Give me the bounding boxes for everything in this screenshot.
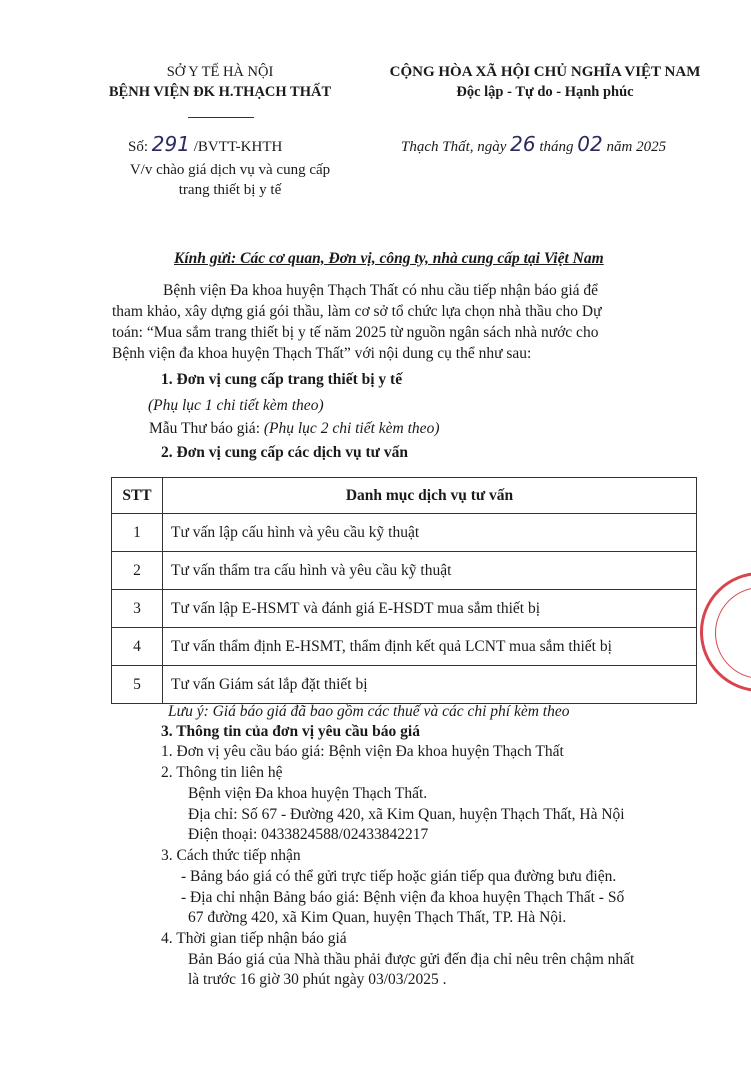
country-name: CỘNG HÒA XÃ HỘI CHỦ NGHĨA VIỆT NAM	[389, 64, 701, 80]
receipt-method-3: 67 đường 420, xã Kim Quan, huyện Thạch Thất, TP. Hà Nội.	[188, 909, 567, 926]
handwritten-number: 291	[151, 132, 190, 156]
table-header-row	[112, 478, 697, 514]
greeting: Kính gửi: Các cơ quan, Đơn vị, công ty, nhà cung cấp tại Việt Nam	[174, 250, 604, 267]
section-3-item-4: 4. Thời gian tiếp nhận báo giá	[161, 930, 347, 947]
header-service: Danh mục dịch vụ tư vấn	[163, 478, 697, 514]
appendix-1-note: (Phụ lục 1 chi tiết kèm theo)	[148, 397, 324, 414]
section-3-item-1: 1. Đơn vị yêu cầu báo giá: Bệnh viện Đa khoa huyện Thạch Thất	[161, 743, 564, 760]
handwritten-day: 26	[510, 132, 536, 156]
document-subject: V/v chào giá dịch vụ và cung cấp trang thiết bị y tế	[129, 162, 331, 198]
row-service: Tư vấn thẩm định E-HSMT, thẩm định kết quả LCNT mua sắm thiết bị	[163, 628, 697, 666]
row-stt: 4	[112, 628, 163, 666]
table-row	[112, 552, 697, 590]
row-stt: 5	[112, 666, 163, 704]
consulting-services-table	[111, 477, 697, 704]
contact-phone: Điện thoại: 0433824588/02433842217	[188, 826, 429, 843]
ministry-name: SỞ Y TẾ HÀ NỘI	[166, 64, 274, 80]
section-2-title: 2. Đơn vị cung cấp các dịch vụ tư vấn	[161, 444, 408, 461]
row-stt: 2	[112, 552, 163, 590]
quote-form-line: Mẫu Thư báo giá: (Phụ lục 2 chi tiết kèm theo)	[149, 420, 440, 437]
row-stt: 1	[112, 514, 163, 552]
section-3-title: 3. Thông tin của đơn vị yêu cầu báo giá	[161, 723, 420, 740]
contact-address: Địa chỉ: Số 67 - Đường 420, xã Kim Quan, huyện Thạch Thất, Hà Nội	[188, 806, 625, 823]
row-service: Tư vấn Giám sát lắp đặt thiết bị	[163, 666, 697, 704]
national-header	[355, 62, 735, 102]
row-service: Tư vấn thẩm tra cấu hình và yêu cầu kỹ thuật	[163, 552, 697, 590]
table-row	[112, 666, 697, 704]
table-row	[112, 514, 697, 552]
document-date: Thạch Thất, ngày 26 tháng 02 năm 2025	[401, 132, 667, 156]
row-service: Tư vấn lập E-HSMT và đánh giá E-HSDT mua sắm thiết bị	[163, 590, 697, 628]
row-service: Tư vấn lập cấu hình và yêu cầu kỹ thuật	[163, 514, 697, 552]
national-motto: Độc lập - Tự do - Hạnh phúc	[456, 84, 634, 100]
handwritten-month: 02	[577, 132, 603, 156]
hospital-name: BỆNH VIỆN ĐK H.THẠCH THẤT	[108, 84, 332, 100]
agency-header	[70, 62, 370, 102]
intro-line-2: tham khảo, xây dựng giá gói thầu, làm cơ sở tổ chức lựa chọn nhà thầu cho Dự	[112, 303, 602, 320]
row-stt: 3	[112, 590, 163, 628]
receipt-method-1: - Bảng báo giá có thể gửi trực tiếp hoặc gián tiếp qua đường bưu điện.	[181, 868, 617, 885]
deadline-line-2: là trước 16 giờ 30 phút ngày 03/03/2025 .	[188, 971, 447, 988]
section-1-title: 1. Đơn vị cung cấp trang thiết bị y tế	[161, 371, 403, 388]
intro-line-3: toán: “Mua sắm trang thiết bị y tế năm 2025 từ nguồn ngân sách nhà nước cho	[112, 324, 599, 341]
header-stt: STT	[112, 478, 163, 514]
contact-hospital: Bệnh viện Đa khoa huyện Thạch Thất.	[188, 785, 428, 802]
section-3-item-2: 2. Thông tin liên hệ	[161, 764, 283, 781]
section-3-item-3: 3. Cách thức tiếp nhận	[161, 847, 301, 864]
red-seal-stamp	[700, 572, 751, 692]
intro-line-1: Bệnh viện Đa khoa huyện Thạch Thất có nhu cầu tiếp nhận báo giá để	[163, 282, 599, 299]
deadline-line-1: Bản Báo giá của Nhà thầu phải được gửi đến địa chỉ nêu trên chậm nhất	[188, 951, 635, 968]
appendix-2-note: (Phụ lục 2 chi tiết kèm theo)	[263, 420, 440, 437]
intro-line-4: Bệnh viện đa khoa huyện Thạch Thất” với nội dung cụ thể như sau:	[112, 345, 532, 362]
receipt-method-2: - Địa chỉ nhận Bảng báo giá: Bệnh viện đa khoa huyện Thạch Thất - Số	[181, 889, 625, 906]
price-note: Lưu ý: Giá báo giá đã bao gồm các thuế và các chi phí kèm theo	[168, 703, 570, 720]
table-row	[112, 628, 697, 666]
table-row	[112, 590, 697, 628]
header-divider-left	[188, 117, 254, 118]
document-number: Số: 291 /BVTT-KHTH	[128, 132, 283, 156]
